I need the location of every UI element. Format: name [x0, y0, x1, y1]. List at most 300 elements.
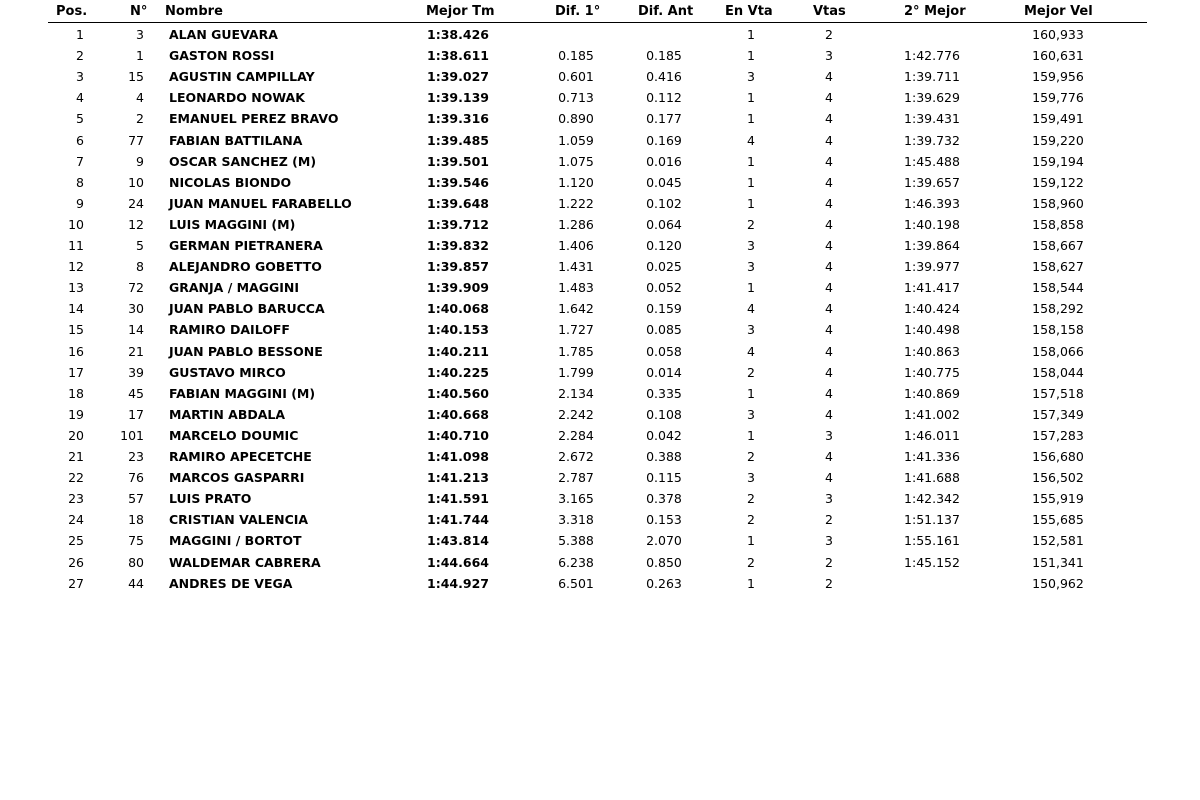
- cell-diff-first: 1.483: [558, 280, 594, 296]
- cell-pos: 20: [68, 427, 84, 443]
- cell-on-lap: 3: [747, 470, 755, 486]
- cell-diff-first: 1.075: [558, 153, 594, 169]
- cell-laps: 4: [825, 132, 833, 148]
- cell-best-speed: 152,581: [1032, 533, 1084, 549]
- cell-best-time: 1:40.710: [427, 427, 489, 443]
- cell-name: FABIAN MAGGINI (M): [169, 385, 316, 401]
- cell-diff-previous: 0.850: [646, 554, 682, 570]
- cell-number: 18: [128, 512, 144, 528]
- cell-number: 12: [128, 216, 144, 232]
- cell-pos: 1: [76, 27, 84, 42]
- cell-best-time: 1:40.211: [427, 343, 489, 359]
- cell-number: 77: [128, 132, 144, 148]
- cell-best-speed: 158,667: [1032, 238, 1084, 253]
- cell-on-lap: 1: [747, 48, 755, 64]
- table-row: [0, 87, 1200, 108]
- cell-best-speed: 156,502: [1032, 470, 1084, 486]
- table-row: [0, 446, 1200, 467]
- cell-second-best: 1:39.977: [904, 259, 960, 275]
- cell-pos: 25: [68, 533, 84, 549]
- cell-diff-first: 1.406: [558, 238, 594, 253]
- cell-diff-previous: 0.014: [646, 364, 682, 380]
- cell-best-time: 1:38.426: [427, 27, 489, 42]
- cell-diff-first: 1.431: [558, 259, 594, 275]
- cell-pos: 17: [68, 364, 84, 380]
- cell-laps: 4: [825, 174, 833, 190]
- cell-number: 24: [128, 195, 144, 211]
- cell-diff-first: 1.727: [558, 322, 594, 338]
- cell-best-speed: 155,919: [1032, 491, 1084, 507]
- cell-diff-first: 2.134: [558, 385, 594, 401]
- cell-second-best: 1:42.342: [904, 491, 960, 507]
- cell-diff-first: 2.284: [558, 427, 594, 443]
- cell-diff-previous: 0.388: [646, 449, 682, 464]
- cell-diff-previous: 0.335: [646, 385, 682, 401]
- table-row: [0, 319, 1200, 340]
- header-on-lap: En Vta: [725, 4, 773, 19]
- cell-best-time: 1:40.560: [427, 385, 489, 401]
- cell-diff-previous: 0.085: [646, 322, 682, 338]
- cell-name: NICOLAS BIONDO: [169, 174, 292, 190]
- cell-name: JUAN MANUEL FARABELLO: [169, 195, 352, 211]
- header-second-best: 2° Mejor: [904, 4, 966, 19]
- cell-diff-first: 5.388: [558, 533, 594, 549]
- cell-laps: 4: [825, 238, 833, 253]
- cell-on-lap: 1: [747, 280, 755, 296]
- cell-pos: 19: [68, 406, 84, 422]
- cell-best-time: 1:39.316: [427, 111, 489, 127]
- cell-on-lap: 2: [747, 491, 755, 507]
- cell-laps: 4: [825, 195, 833, 211]
- cell-best-time: 1:39.857: [427, 259, 489, 275]
- cell-second-best: 1:39.431: [904, 111, 960, 127]
- cell-number: 15: [128, 69, 144, 85]
- cell-best-speed: 150,962: [1032, 575, 1084, 591]
- cell-pos: 27: [68, 575, 84, 591]
- cell-pos: 9: [76, 195, 84, 211]
- table-row: [0, 130, 1200, 151]
- cell-laps: 2: [825, 554, 833, 570]
- table-row: [0, 24, 1200, 45]
- cell-diff-previous: 0.025: [646, 259, 682, 275]
- cell-second-best: 1:55.161: [904, 533, 960, 549]
- cell-pos: 4: [76, 90, 84, 106]
- cell-pos: 3: [76, 69, 84, 85]
- cell-name: GRANJA / MAGGINI: [169, 280, 300, 296]
- cell-on-lap: 1: [747, 153, 755, 169]
- cell-name: AGUSTIN CAMPILLAY: [169, 69, 315, 85]
- cell-laps: 3: [825, 533, 833, 549]
- cell-diff-first: 6.238: [558, 554, 594, 570]
- cell-best-speed: 158,627: [1032, 259, 1084, 275]
- cell-diff-previous: 0.177: [646, 111, 682, 127]
- cell-second-best: 1:40.775: [904, 364, 960, 380]
- cell-best-time: 1:40.225: [427, 364, 489, 380]
- table-row: [0, 341, 1200, 362]
- cell-pos: 22: [68, 470, 84, 486]
- cell-number: 9: [136, 153, 144, 169]
- cell-number: 76: [128, 470, 144, 486]
- table-row: [0, 362, 1200, 383]
- header-name: Nombre: [165, 4, 223, 19]
- cell-on-lap: 2: [747, 512, 755, 528]
- cell-best-speed: 159,194: [1032, 153, 1084, 169]
- cell-name: GUSTAVO MIRCO: [169, 364, 286, 380]
- cell-diff-previous: 0.058: [646, 343, 682, 359]
- header-best-speed: Mejor Vel: [1024, 4, 1093, 19]
- cell-second-best: 1:39.864: [904, 238, 960, 253]
- cell-diff-previous: 0.159: [646, 301, 682, 317]
- table-row: [0, 425, 1200, 446]
- table-row: [0, 66, 1200, 87]
- cell-second-best: 1:41.336: [904, 449, 960, 464]
- cell-name: RAMIRO DAILOFF: [169, 322, 290, 338]
- cell-best-time: 1:40.668: [427, 406, 489, 422]
- cell-on-lap: 1: [747, 174, 755, 190]
- cell-diff-previous: 0.112: [646, 90, 682, 106]
- cell-second-best: 1:41.688: [904, 470, 960, 486]
- cell-on-lap: 4: [747, 301, 755, 317]
- cell-number: 30: [128, 301, 144, 317]
- cell-second-best: 1:51.137: [904, 512, 960, 528]
- cell-best-speed: 158,858: [1032, 216, 1084, 232]
- cell-best-time: 1:39.501: [427, 153, 489, 169]
- cell-best-time: 1:41.098: [427, 449, 489, 464]
- cell-diff-first: 3.318: [558, 512, 594, 528]
- cell-best-speed: 156,680: [1032, 449, 1084, 464]
- cell-second-best: 1:45.488: [904, 153, 960, 169]
- cell-laps: 3: [825, 491, 833, 507]
- cell-on-lap: 3: [747, 238, 755, 253]
- table-row: [0, 467, 1200, 488]
- table-row: [0, 193, 1200, 214]
- cell-second-best: 1:40.498: [904, 322, 960, 338]
- cell-second-best: 1:40.198: [904, 216, 960, 232]
- cell-name: JUAN PABLO BESSONE: [169, 343, 323, 359]
- cell-diff-previous: 0.115: [646, 470, 682, 486]
- cell-number: 14: [128, 322, 144, 338]
- cell-best-time: 1:39.909: [427, 280, 489, 296]
- cell-name: MAGGINI / BORTOT: [169, 533, 302, 549]
- table-row: [0, 45, 1200, 66]
- table-row: [0, 573, 1200, 594]
- cell-on-lap: 1: [747, 427, 755, 443]
- cell-best-speed: 157,283: [1032, 427, 1084, 443]
- cell-number: 45: [128, 385, 144, 401]
- header-diff-previous: Dif. Ant: [638, 4, 694, 19]
- cell-diff-first: 1.799: [558, 364, 594, 380]
- header-diff-first: Dif. 1°: [555, 4, 601, 19]
- table-row: [0, 256, 1200, 277]
- cell-pos: 21: [68, 449, 84, 464]
- cell-laps: 4: [825, 301, 833, 317]
- cell-name: LUIS PRATO: [169, 491, 252, 507]
- cell-diff-previous: 0.169: [646, 132, 682, 148]
- cell-best-time: 1:44.664: [427, 554, 489, 570]
- cell-pos: 14: [68, 301, 84, 317]
- cell-second-best: 1:40.863: [904, 343, 960, 359]
- cell-best-time: 1:39.139: [427, 90, 489, 106]
- cell-laps: 4: [825, 153, 833, 169]
- cell-on-lap: 1: [747, 27, 755, 42]
- cell-number: 72: [128, 280, 144, 296]
- cell-diff-previous: 0.045: [646, 174, 682, 190]
- cell-diff-first: 2.242: [558, 406, 594, 422]
- cell-name: WALDEMAR CABRERA: [169, 554, 321, 570]
- cell-best-time: 1:40.153: [427, 322, 489, 338]
- cell-pos: 26: [68, 554, 84, 570]
- cell-number: 57: [128, 491, 144, 507]
- cell-diff-first: 1.059: [558, 132, 594, 148]
- cell-diff-first: 1.785: [558, 343, 594, 359]
- cell-diff-previous: 0.102: [646, 195, 682, 211]
- cell-number: 17: [128, 406, 144, 422]
- cell-pos: 10: [68, 216, 84, 232]
- table-row: [0, 552, 1200, 573]
- cell-best-time: 1:41.744: [427, 512, 489, 528]
- cell-pos: 8: [76, 174, 84, 190]
- cell-laps: 4: [825, 364, 833, 380]
- cell-pos: 18: [68, 385, 84, 401]
- cell-second-best: 1:40.869: [904, 385, 960, 401]
- cell-number: 21: [128, 343, 144, 359]
- cell-on-lap: 1: [747, 90, 755, 106]
- cell-name: MARCELO DOUMIC: [169, 427, 299, 443]
- cell-name: MARTIN ABDALA: [169, 406, 286, 422]
- cell-number: 5: [136, 238, 144, 253]
- cell-best-time: 1:39.546: [427, 174, 489, 190]
- table-row: [0, 214, 1200, 235]
- cell-pos: 7: [76, 153, 84, 169]
- cell-pos: 12: [68, 259, 84, 275]
- cell-best-speed: 158,066: [1032, 343, 1084, 359]
- cell-laps: 4: [825, 449, 833, 464]
- cell-diff-first: 2.787: [558, 470, 594, 486]
- table-row: [0, 235, 1200, 256]
- cell-name: JUAN PABLO BARUCCA: [169, 301, 325, 317]
- cell-name: GERMAN PIETRANERA: [169, 238, 323, 253]
- cell-name: ANDRES DE VEGA: [169, 575, 293, 591]
- cell-best-time: 1:39.648: [427, 195, 489, 211]
- cell-on-lap: 2: [747, 364, 755, 380]
- cell-diff-previous: 0.120: [646, 238, 682, 253]
- table-row: [0, 298, 1200, 319]
- cell-diff-first: 1.222: [558, 195, 594, 211]
- cell-diff-previous: 0.016: [646, 153, 682, 169]
- table-row: [0, 530, 1200, 551]
- cell-name: ALAN GUEVARA: [169, 27, 278, 42]
- cell-laps: 4: [825, 216, 833, 232]
- cell-on-lap: 2: [747, 449, 755, 464]
- cell-on-lap: 4: [747, 343, 755, 359]
- cell-best-speed: 158,044: [1032, 364, 1084, 380]
- cell-laps: 4: [825, 470, 833, 486]
- cell-name: EMANUEL PEREZ BRAVO: [169, 111, 339, 127]
- cell-on-lap: 2: [747, 216, 755, 232]
- cell-pos: 15: [68, 322, 84, 338]
- cell-on-lap: 1: [747, 575, 755, 591]
- cell-best-time: 1:41.213: [427, 470, 489, 486]
- cell-best-time: 1:39.485: [427, 132, 489, 148]
- cell-diff-previous: 0.185: [646, 48, 682, 64]
- cell-number: 8: [136, 259, 144, 275]
- cell-second-best: 1:46.393: [904, 195, 960, 211]
- cell-number: 23: [128, 449, 144, 464]
- cell-number: 1: [136, 48, 144, 64]
- cell-diff-previous: 0.108: [646, 406, 682, 422]
- cell-on-lap: 3: [747, 259, 755, 275]
- cell-name: LEONARDO NOWAK: [169, 90, 305, 106]
- cell-best-speed: 159,956: [1032, 69, 1084, 85]
- cell-second-best: 1:42.776: [904, 48, 960, 64]
- cell-on-lap: 3: [747, 69, 755, 85]
- cell-best-time: 1:39.712: [427, 216, 489, 232]
- cell-best-speed: 157,349: [1032, 406, 1084, 422]
- cell-laps: 2: [825, 27, 833, 42]
- cell-pos: 11: [68, 238, 84, 253]
- cell-second-best: 1:39.711: [904, 69, 960, 85]
- cell-diff-first: 1.286: [558, 216, 594, 232]
- cell-best-time: 1:38.611: [427, 48, 489, 64]
- cell-diff-previous: 0.263: [646, 575, 682, 591]
- table-row: [0, 108, 1200, 129]
- cell-name: FABIAN BATTILANA: [169, 132, 303, 148]
- cell-laps: 4: [825, 259, 833, 275]
- cell-number: 3: [136, 27, 144, 42]
- cell-best-speed: 159,776: [1032, 90, 1084, 106]
- cell-pos: 13: [68, 280, 84, 296]
- cell-diff-previous: 0.042: [646, 427, 682, 443]
- cell-diff-first: 0.185: [558, 48, 594, 64]
- cell-number: 39: [128, 364, 144, 380]
- cell-laps: 4: [825, 322, 833, 338]
- cell-diff-first: 2.672: [558, 449, 594, 464]
- cell-pos: 23: [68, 491, 84, 507]
- cell-name: GASTON ROSSI: [169, 48, 275, 64]
- cell-diff-first: 0.713: [558, 90, 594, 106]
- cell-on-lap: 1: [747, 385, 755, 401]
- cell-second-best: 1:46.011: [904, 427, 960, 443]
- cell-best-speed: 158,292: [1032, 301, 1084, 317]
- table-row: [0, 404, 1200, 425]
- cell-name: OSCAR SANCHEZ (M): [169, 153, 317, 169]
- cell-number: 75: [128, 533, 144, 549]
- header-pos: Pos.: [56, 4, 88, 19]
- cell-on-lap: 1: [747, 533, 755, 549]
- cell-best-speed: 151,341: [1032, 554, 1084, 570]
- table-row: [0, 172, 1200, 193]
- cell-diff-previous: 0.378: [646, 491, 682, 507]
- cell-laps: 4: [825, 343, 833, 359]
- cell-on-lap: 4: [747, 132, 755, 148]
- cell-on-lap: 2: [747, 554, 755, 570]
- cell-best-time: 1:41.591: [427, 491, 489, 507]
- cell-best-speed: 158,960: [1032, 195, 1084, 211]
- cell-best-speed: 160,631: [1032, 48, 1084, 64]
- header-number: N°: [130, 4, 148, 19]
- cell-laps: 4: [825, 280, 833, 296]
- cell-second-best: 1:40.424: [904, 301, 960, 317]
- cell-on-lap: 3: [747, 322, 755, 338]
- cell-diff-first: 1.120: [558, 174, 594, 190]
- cell-name: RAMIRO APECETCHE: [169, 449, 312, 464]
- header-laps: Vtas: [813, 4, 846, 19]
- cell-laps: 3: [825, 48, 833, 64]
- cell-diff-first: 0.601: [558, 69, 594, 85]
- cell-second-best: 1:39.629: [904, 90, 960, 106]
- cell-best-time: 1:39.027: [427, 69, 489, 85]
- cell-number: 4: [136, 90, 144, 106]
- cell-best-speed: 159,122: [1032, 174, 1084, 190]
- cell-laps: 4: [825, 69, 833, 85]
- cell-laps: 4: [825, 385, 833, 401]
- cell-on-lap: 1: [747, 195, 755, 211]
- cell-number: 44: [128, 575, 144, 591]
- cell-best-time: 1:43.814: [427, 533, 489, 549]
- cell-pos: 6: [76, 132, 84, 148]
- cell-second-best: 1:39.732: [904, 132, 960, 148]
- table-row: [0, 488, 1200, 509]
- cell-number: 101: [120, 427, 144, 443]
- cell-best-speed: 160,933: [1032, 27, 1084, 42]
- cell-best-speed: 155,685: [1032, 512, 1084, 528]
- cell-laps: 4: [825, 406, 833, 422]
- table-row: [0, 383, 1200, 404]
- table-row: [0, 151, 1200, 172]
- cell-best-speed: 159,491: [1032, 111, 1084, 127]
- cell-name: ALEJANDRO GOBETTO: [169, 259, 322, 275]
- cell-pos: 24: [68, 512, 84, 528]
- cell-best-time: 1:44.927: [427, 575, 489, 591]
- cell-on-lap: 3: [747, 406, 755, 422]
- cell-name: MARCOS GASPARRI: [169, 470, 305, 486]
- cell-diff-previous: 0.416: [646, 69, 682, 85]
- cell-number: 10: [128, 174, 144, 190]
- cell-name: CRISTIAN VALENCIA: [169, 512, 309, 528]
- cell-best-speed: 157,518: [1032, 385, 1084, 401]
- cell-pos: 16: [68, 343, 84, 359]
- cell-second-best: 1:45.152: [904, 554, 960, 570]
- cell-on-lap: 1: [747, 111, 755, 127]
- cell-diff-previous: 2.070: [646, 533, 682, 549]
- cell-second-best: 1:41.002: [904, 406, 960, 422]
- cell-best-time: 1:39.832: [427, 238, 489, 253]
- cell-pos: 2: [76, 48, 84, 64]
- cell-diff-previous: 0.064: [646, 216, 682, 232]
- cell-number: 80: [128, 554, 144, 570]
- cell-best-speed: 158,158: [1032, 322, 1084, 338]
- cell-laps: 4: [825, 90, 833, 106]
- cell-diff-first: 3.165: [558, 491, 594, 507]
- header-divider: [48, 22, 1147, 23]
- cell-diff-previous: 0.052: [646, 280, 682, 296]
- cell-laps: 4: [825, 111, 833, 127]
- cell-pos: 5: [76, 111, 84, 127]
- cell-laps: 2: [825, 575, 833, 591]
- cell-best-time: 1:40.068: [427, 301, 489, 317]
- table-row: [0, 277, 1200, 298]
- cell-diff-first: 1.642: [558, 301, 594, 317]
- cell-best-speed: 158,544: [1032, 280, 1084, 296]
- cell-second-best: 1:41.417: [904, 280, 960, 296]
- cell-laps: 3: [825, 427, 833, 443]
- cell-laps: 2: [825, 512, 833, 528]
- cell-name: LUIS MAGGINI (M): [169, 216, 296, 232]
- cell-number: 2: [136, 111, 144, 127]
- cell-second-best: 1:39.657: [904, 174, 960, 190]
- cell-best-speed: 159,220: [1032, 132, 1084, 148]
- table-row: [0, 509, 1200, 530]
